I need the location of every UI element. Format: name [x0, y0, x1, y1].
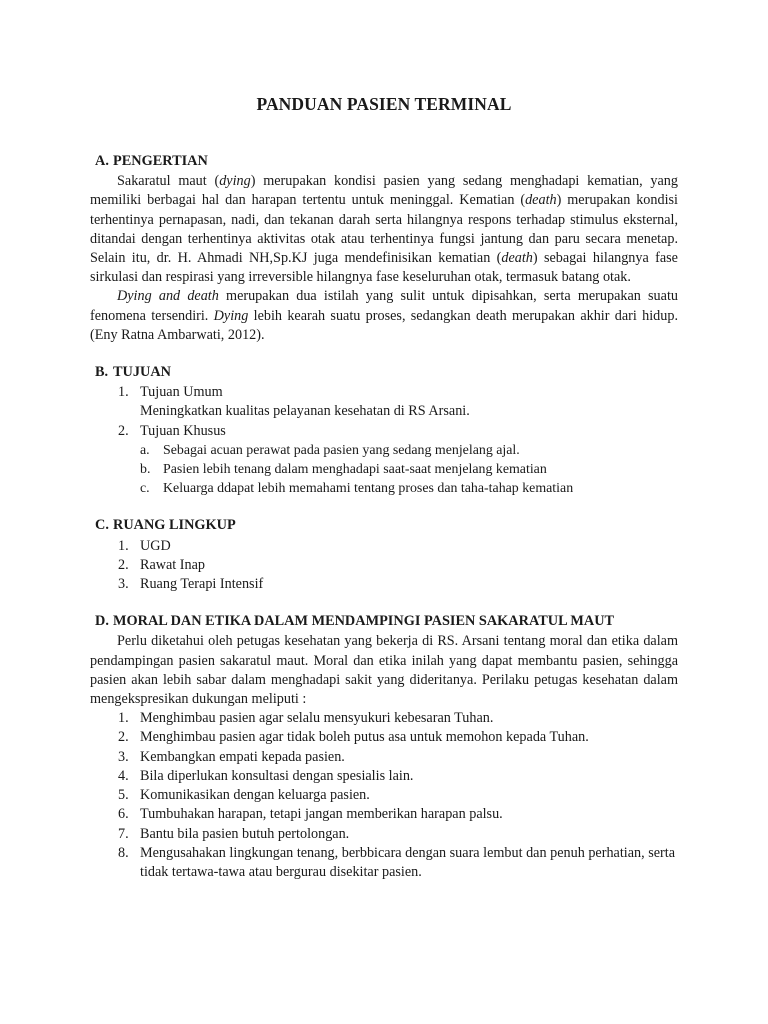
section-title: MORAL DAN ETIKA DALAM MENDAMPINGI PASIEN SAKARATUL MAUT: [113, 613, 615, 630]
section-letter: B.: [95, 364, 109, 381]
paragraph: [90, 287, 678, 345]
list-item-label: Tujuan Umum: [140, 384, 223, 401]
list-number: 1.: [118, 710, 129, 727]
list-item-detail: Meningkatkan kualitas pelayanan kesehatan di RS Arsani.: [140, 403, 470, 420]
sub-list-text: Keluarga ddapat lebih memahami tentang proses dan taha-tahap kematian: [163, 481, 574, 497]
section-heading: [90, 363, 678, 382]
sub-list-item: [140, 479, 678, 498]
section-title: RUANG LINGKUP: [113, 517, 236, 534]
text-run: ) sebagai hilangnya fase sirkulasi dan respirasi yang irreversible hilangnya fase keseluruhan otak, termasuk batang otak.: [90, 250, 678, 286]
sub-list-item: [140, 460, 678, 479]
paragraph: Perlu diketahui oleh petugas kesehatan yang bekerja di RS. Arsani tentang moral dan etika dalam pendampingan pasien sakaratul maut. Moral dan etika inilah yang dapat membantu pasien, sehingga pasien akan lebih sabar dalam menghadapi sakit yang dideritanya. Perilaku petugas kesehatan dalam mengekspresikan dukungan meliputi :: [90, 633, 678, 708]
section-letter: C.: [95, 517, 109, 534]
section-ruang-lingkup: [90, 516, 678, 594]
section-heading: [90, 516, 678, 535]
list-item-text: Tumbuhakan harapan, tetapi jangan memberikan harapan palsu.: [140, 806, 503, 823]
list-item-text: Menghimbau pasien agar selalu mensyukuri kebesaran Tuhan.: [140, 710, 494, 727]
list-item-text: Rawat Inap: [140, 556, 206, 573]
italic-term: Dying: [213, 307, 249, 324]
section-moral-etika: [90, 612, 678, 882]
list-item-text: Bila diperlukan konsultasi dengan spesialis lain.: [140, 767, 414, 784]
section-tujuan: [90, 363, 678, 498]
list-item-text: Ruang Terapi Intensif: [140, 576, 264, 593]
list-item-text: Kembangkan empati kepada pasien.: [140, 748, 345, 765]
list-item: [90, 383, 678, 421]
list-item: [90, 767, 678, 786]
list-item-text: Mengusahakan lingkungan tenang, berbbicara dengan suara lembut dan penuh perhatian, serta tidak tertawa-tawa atau bergurau disekitar pasien.: [140, 844, 675, 880]
list-item: [90, 844, 678, 882]
text-run: merupakan dua istilah yang sulit untuk dipisahkan, serta merupakan suatu fenomena tersendiri.: [90, 288, 678, 324]
italic-term: death: [525, 192, 557, 209]
sub-list-text: Pasien lebih tenang dalam menghadapi saat-saat menjelang kematian: [163, 462, 547, 478]
italic-term: dying: [219, 173, 251, 190]
section-heading: [90, 152, 678, 171]
list-item-text: Bantu bila pasien butuh pertolongan.: [140, 825, 350, 842]
scope-list: [90, 537, 678, 595]
list-item: [90, 728, 678, 747]
text-run: ) merupakan kondisi pasien yang sedang menghadapi kematian, yang memiliki berbagai hal dan harapan tertentu untuk meninggal. Kematian (: [90, 173, 678, 209]
section-letter: A.: [95, 153, 109, 169]
sub-goal-list: [140, 441, 678, 499]
text-run: lebih kearah suatu proses, sedangkan death merupakan akhir dari hidup. (Eny Ratna Ambarwati, 2012).: [90, 307, 679, 343]
list-item: [90, 786, 678, 805]
italic-term: Dying and death: [117, 288, 219, 305]
list-number: 5.: [118, 787, 129, 804]
list-item-text: Komunikasikan dengan keluarga pasien.: [140, 787, 370, 804]
list-number: 2.: [118, 729, 129, 746]
text-run: ) merupakan kondisi terhentinya pernapasan, nadi, dan tekanan darah serta hilangnya respons terhadap stimulus eksternal, ditandai dengan terhentinya aktivitas otak atau terhentinya fungsi jantung dan paru secara menetap. Selain itu, dr. H. Ahmadi NH,Sp.KJ juga mendefinisikan kematian (: [90, 192, 678, 267]
goal-list: [90, 383, 678, 498]
list-number: 7.: [118, 825, 129, 842]
list-item: [90, 537, 678, 556]
list-number: 1.: [118, 537, 129, 554]
sub-list-letter: c.: [140, 481, 150, 497]
list-item: [90, 422, 678, 499]
list-item-text: Menghimbau pasien agar tidak boleh putus asa untuk memohon kepada Tuhan.: [140, 729, 589, 746]
list-item: [90, 825, 678, 844]
document-title: PANDUAN PASIEN TERMINAL: [256, 94, 512, 114]
sub-list-letter: b.: [140, 462, 151, 478]
list-number: 1.: [118, 384, 129, 401]
list-item-label: Tujuan Khusus: [140, 422, 226, 439]
sub-list-letter: a.: [140, 442, 150, 458]
section-heading: [90, 612, 678, 631]
text-run: Sakaratul maut (: [117, 173, 220, 190]
sub-list-item: [140, 441, 678, 460]
list-item: [90, 556, 678, 575]
list-number: 3.: [118, 576, 129, 593]
list-item: [90, 805, 678, 824]
list-item: [90, 748, 678, 767]
list-item: [90, 575, 678, 594]
list-number: 8.: [118, 844, 129, 861]
list-number: 6.: [118, 806, 129, 823]
italic-term: death: [501, 250, 533, 267]
section-pengertian: [90, 152, 678, 345]
list-item-text: UGD: [140, 537, 171, 554]
list-number: 3.: [118, 748, 129, 765]
list-number: 2.: [118, 556, 129, 573]
support-list: [90, 709, 678, 882]
section-letter: D.: [95, 613, 109, 630]
sub-list-text: Sebagai acuan perawat pada pasien yang sedang menjelang ajal.: [163, 442, 520, 458]
list-item: [90, 709, 678, 728]
paragraph: [90, 172, 678, 287]
list-number: 4.: [118, 767, 129, 784]
list-number: 2.: [118, 422, 129, 439]
section-title: PENGERTIAN: [113, 153, 208, 169]
section-title: TUJUAN: [113, 364, 171, 381]
